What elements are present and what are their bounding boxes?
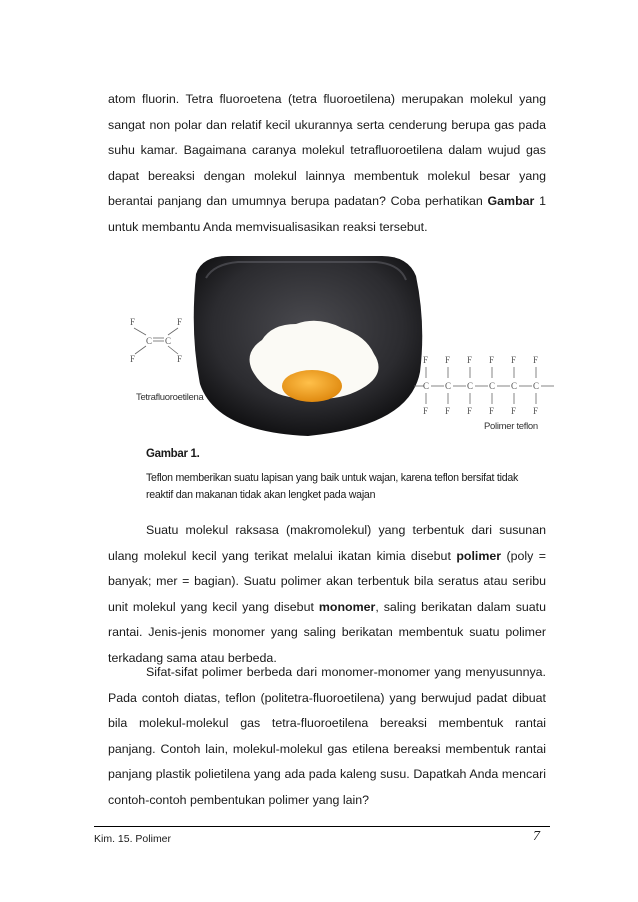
- paragraph-polimer-definition: [108, 518, 546, 672]
- polymer-f-bottom-4: F: [511, 406, 517, 416]
- paragraph-intro: [108, 87, 546, 241]
- left-atom-f2: F: [177, 317, 183, 327]
- para1-bold-gambar: Gambar: [487, 194, 535, 209]
- polymer-c-2: C: [467, 381, 474, 391]
- left-atom-f1: F: [130, 317, 136, 327]
- teflon-pan-figure: [120, 254, 560, 438]
- polymer-f-bottom-0: F: [423, 406, 429, 416]
- para2-bold-polimer: polimer: [456, 548, 502, 563]
- para2-bold-monomer: monomer: [318, 599, 376, 614]
- polymer-f-top-0: F: [423, 355, 429, 365]
- polymer-c-5: C: [533, 381, 540, 391]
- polymer-c-1: C: [445, 381, 452, 391]
- polymer-f-top-1: F: [445, 355, 451, 365]
- left-atom-c1: C: [146, 336, 153, 346]
- left-atom-f3: F: [130, 354, 136, 364]
- polymer-c-4: C: [511, 381, 518, 391]
- egg-yolk: [282, 370, 342, 402]
- para2-text-a: Suatu molekul raksasa (makromolekul) yang terbentuk dari susunan ulang molekul kecil yang terikat melalui ikatan kimia disebut: [108, 523, 546, 563]
- paragraph-polymer-properties: Sifat-sifat polimer berbeda dari monomer-monomer yang menyusunnya. Pada contoh diatas, teflon (politetra-fluoroetilena) yang berwujud padat dibuat bila molekul-molekul gas tetra-fluoroetilena bereaksi membentuk rantai panjang. Contoh lain, molekul-molekul gas etilena bereaksi membentuk rantai panjang plastik polietilena yang ada pada kaleng susu. Dapatkah Anda mencari contoh-contoh pembentukan polimer yang lain?: [108, 665, 546, 807]
- polymer-f-top-2: F: [467, 355, 473, 365]
- polymer-f-bottom-3: F: [489, 406, 495, 416]
- label-tetrafluoroetilena: Tetrafluoroetilena: [136, 392, 204, 403]
- para2-text-b: (poly = banyak; mer = bagian). Suatu polimer akan terbentuk bila seratus atau seribu unit molekul yang kecil yang disebut: [108, 548, 546, 614]
- figure-caption-title: Gambar 1.: [146, 448, 200, 460]
- figure-caption-text: Teflon memberikan suatu lapisan yang baik untuk wajan, karena teflon bersifat tidak reaktif dan makanan tidak akan lengket pada wajan: [146, 472, 519, 501]
- footer-divider: [94, 826, 550, 827]
- left-atom-c2: C: [165, 336, 172, 346]
- polymer-f-top-3: F: [489, 355, 495, 365]
- para1-text-b: 1 untuk membantu Anda memvisualisasikan reaksi tersebut.: [108, 194, 546, 234]
- footer-page-number: 7: [533, 829, 540, 844]
- polymer-f-bottom-2: F: [467, 406, 473, 416]
- para1-text-a: atom fluorin. Tetra fluoroetena (tetra fluoroetilena) merupakan molekul yang sangat non polar dan relatif kecil ukurannya serta cenderung berupa gas pada suhu kamar. Bagaimana caranya molekul tetrafluoroetilena dalam wujud gas dapat bereaksi dengan molekul lainnya membentuk molekul besar yang berantai panjang dan umumnya berupa padatan? Coba perhatikan: [108, 92, 546, 209]
- polymer-f-bottom-5: F: [533, 406, 539, 416]
- polymer-f-top-4: F: [511, 355, 517, 365]
- para2-text-c: , saling berikatan dalam suatu rantai. Jenis-jenis monomer yang saling berikatan membentuk suatu polimer terkadang sama atau berbeda.: [108, 599, 546, 665]
- polymer-c-3: C: [489, 381, 496, 391]
- left-atom-f4: F: [177, 354, 183, 364]
- figure-illustration: [120, 254, 560, 438]
- polymer-f-bottom-1: F: [445, 406, 451, 416]
- label-polimer-teflon: Polimer teflon: [484, 421, 538, 432]
- footer-module-title: Kim. 15. Polimer: [94, 833, 172, 845]
- polymer-c-0: C: [423, 381, 430, 391]
- polymer-f-top-5: F: [533, 355, 539, 365]
